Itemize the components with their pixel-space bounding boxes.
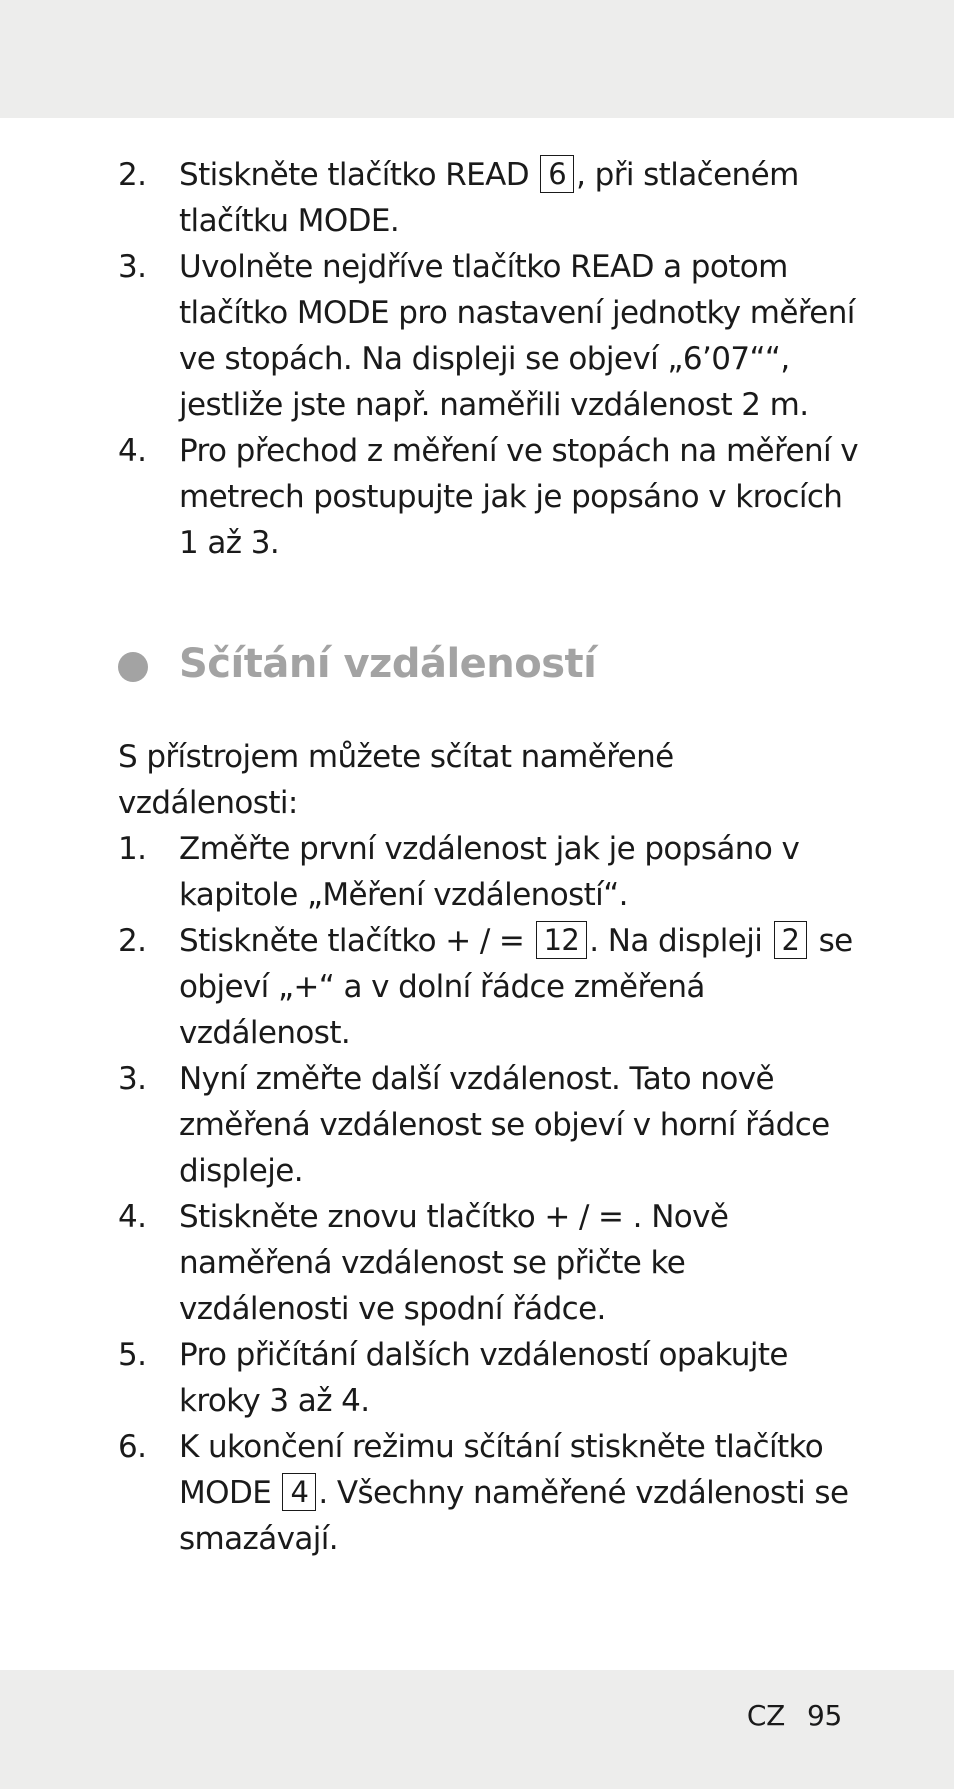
step-text: , při stlačeném tlačítku MODE. xyxy=(179,157,799,239)
step-text: se objeví „+“ a v dolní řádce změřená vzdálenost. xyxy=(179,923,853,1051)
key-reference-12: 12 xyxy=(536,921,588,959)
list-item xyxy=(118,918,858,1056)
step-number: 5. xyxy=(118,1337,147,1373)
steps-list-section xyxy=(118,826,858,1562)
step-number: 4. xyxy=(118,433,147,469)
key-reference-6: 6 xyxy=(540,155,574,193)
list-item xyxy=(118,1194,858,1332)
list-item xyxy=(118,428,858,566)
bullet-icon xyxy=(118,652,148,682)
step-text: Stiskněte znovu tlačítko + / = . Nově naměřená vzdálenost se přičte ke vzdálenosti ve spodní řádce. xyxy=(179,1199,729,1327)
header-band xyxy=(0,0,954,118)
step-text: Nyní změřte další vzdálenost. Tato nově změřená vzdálenost se objeví v horní řádce displeje. xyxy=(179,1061,830,1189)
page-footer xyxy=(747,1696,842,1736)
page-number: 95 xyxy=(806,1699,842,1732)
step-number: 2. xyxy=(118,157,147,193)
list-item xyxy=(118,1332,858,1424)
step-text: Změřte první vzdálenost jak je popsáno v kapitole „Měření vzdáleností“. xyxy=(179,831,800,913)
step-number: 3. xyxy=(118,249,147,285)
step-text: Stiskněte tlačítko + / = xyxy=(179,923,534,959)
step-number: 6. xyxy=(118,1429,147,1465)
step-text: Pro přičítání dalších vzdáleností opakujte kroky 3 až 4. xyxy=(179,1337,788,1419)
list-item xyxy=(118,1424,858,1562)
section-title: Sčítání vzdáleností xyxy=(179,641,597,687)
list-item xyxy=(118,244,858,428)
step-text: Pro přechod z měření ve stopách na měření v metrech postupujte jak je popsáno v krocích 1 až 3. xyxy=(179,433,859,561)
step-text: . Na displeji xyxy=(589,923,772,959)
step-number: 3. xyxy=(118,1061,147,1097)
section-intro: S přístrojem můžete sčítat naměřené vzdálenosti: xyxy=(118,739,674,821)
step-text: K ukončení režimu sčítání stiskněte tlačítko MODE xyxy=(179,1429,824,1511)
key-reference-4: 4 xyxy=(282,1473,316,1511)
list-item xyxy=(118,826,858,918)
step-text: . Všechny naměřené vzdálenosti se smazávají. xyxy=(179,1475,849,1557)
step-number: 4. xyxy=(118,1199,147,1235)
list-item xyxy=(118,152,858,244)
step-number: 2. xyxy=(118,923,147,959)
list-item xyxy=(118,1056,858,1194)
steps-list-top xyxy=(118,152,858,566)
step-number: 1. xyxy=(118,831,147,867)
language-code: CZ xyxy=(746,1699,785,1732)
page-content xyxy=(118,152,858,1562)
step-text: Uvolněte nejdříve tlačítko READ a potom tlačítko MODE pro nastavení jednotky měření ve stopách. Na displeji se objeví „6’07““, jestliže jste např. naměřili vzdálenost 2 m. xyxy=(179,249,855,423)
step-text: Stiskněte tlačítko READ xyxy=(179,157,539,193)
section-heading xyxy=(118,634,858,694)
key-reference-2: 2 xyxy=(774,921,808,959)
